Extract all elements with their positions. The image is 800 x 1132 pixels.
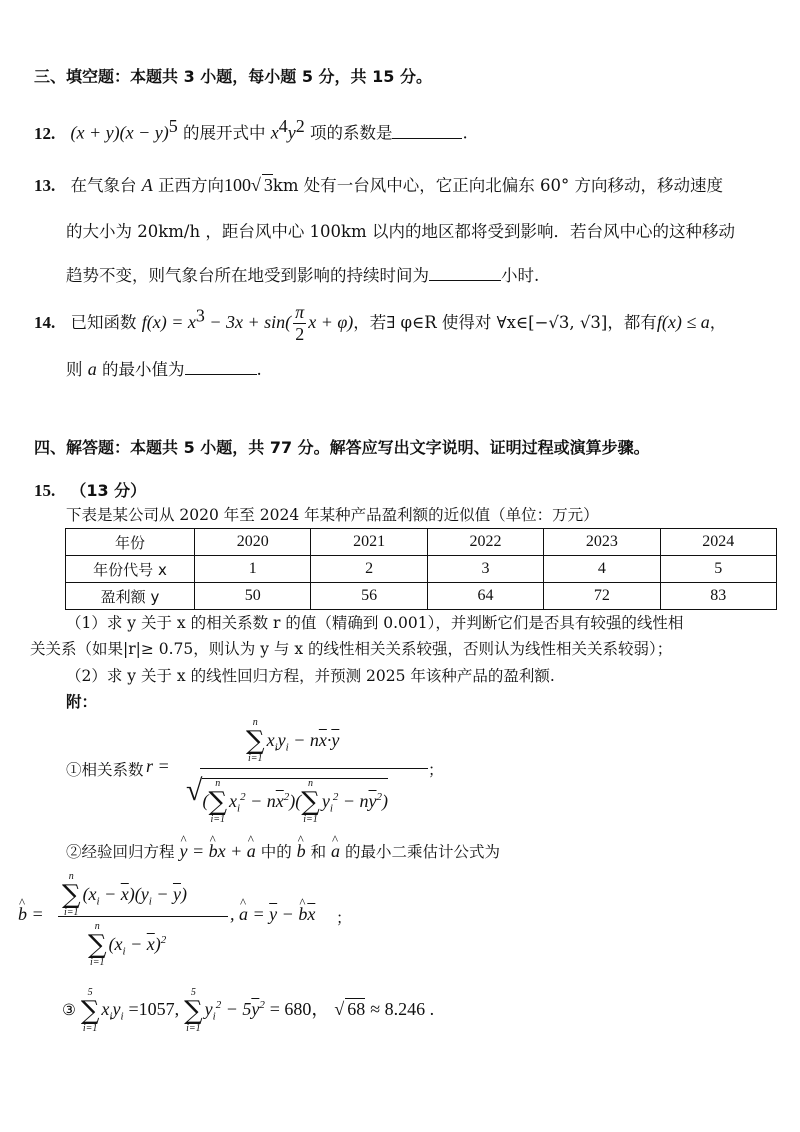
question-14-line-2	[66, 356, 262, 380]
question-15-header	[34, 478, 146, 501]
q12-term-x: x	[270, 122, 279, 143]
q15-score: （13 分）	[70, 481, 147, 500]
q12-period: .	[462, 123, 468, 143]
table-row	[66, 529, 777, 556]
table-cell: 56	[311, 583, 427, 610]
sum-y2-value: = 680，	[269, 999, 330, 1019]
q14-text: 则	[66, 360, 83, 379]
question-13-line-1: 13. 在气象台 A 正西方向100√ 3km 处有一台风中心，它正向北偏东 60° 方向移动，移动速度	[34, 175, 724, 195]
question-number: 15.	[34, 481, 56, 500]
table-row	[66, 556, 777, 583]
formula-denominator: √( n ∑ i=1 $x_i^2 - n\overline{x}^2$)( n ∑ i=1 $y_i^2 - n\overline{y}^2$)	[186, 774, 389, 825]
table-cell: 2020	[195, 529, 311, 556]
answer-blank[interactable]	[185, 360, 257, 375]
formula-r: r =	[146, 756, 170, 776]
table-cell: 64	[427, 583, 543, 610]
q13-text: 正西方向	[158, 176, 224, 195]
question-14-line-1	[34, 302, 726, 345]
table-cell: 3	[427, 556, 543, 583]
formula-label: ①相关系数	[66, 761, 144, 779]
fraction-bar	[200, 768, 428, 769]
q13-text: 趋势不变，则气象台所在地受到影响的持续时间为	[66, 266, 429, 285]
table-cell: 5	[660, 556, 776, 583]
q14-text: ，若∃ φ∈R 使得对 ∀x∈[−√3, √3]，都有	[353, 313, 657, 332]
profit-table	[65, 528, 777, 610]
question-13-line-3	[66, 262, 539, 286]
q13-sqrt: 3	[263, 175, 273, 195]
question-number: 13.	[34, 176, 56, 195]
answer-blank[interactable]	[429, 266, 501, 281]
q12-term-y: y	[287, 122, 296, 143]
table-header-cell: 年份	[66, 529, 195, 556]
table-cell: 2023	[544, 529, 660, 556]
q14-function-rest: − 3x + sin(	[204, 312, 292, 332]
table-cell: 1	[195, 556, 311, 583]
q14-comma: ，	[709, 313, 727, 332]
table-header-cell: 年份代号 x	[66, 556, 195, 583]
pi-over-2: $\frac{\pi}{2}$	[295, 302, 305, 344]
q15-intro: 下表是某公司从 2020 年至 2024 年某种产品盈利额的近似值（单位：万元）	[66, 506, 599, 524]
table-cell: 2022	[427, 529, 543, 556]
q12-expr: (x + y)(x − y)	[70, 122, 169, 143]
section-4-title: 四、解答题：本题共 5 小题，共 77 分。解答应写出文字说明、证明过程或演算步骤。	[34, 438, 650, 457]
table-row	[66, 583, 777, 610]
formula-label: ③	[62, 1001, 76, 1019]
formula-regression: ②经验回归方程 ^ y = ^ bx + ^ a 中的 ^ b 和 ^ a 的最小二乘估计公式为	[66, 840, 500, 862]
formula-text: 和	[310, 843, 327, 861]
q13-text: 在气象台	[70, 176, 137, 195]
section-3-title: 三、填空题：本题共 3 小题，每小题 5 分，共 15 分。	[34, 67, 432, 86]
q13-text: 小时.	[501, 266, 540, 285]
table-cell: 2024	[660, 529, 776, 556]
q14-text: 已知函数	[70, 313, 137, 332]
sum-xy-value: =1057,	[128, 999, 180, 1019]
q14-exp: 3	[195, 305, 205, 326]
q12-exp: 5	[168, 116, 178, 136]
q14-condition: f(x) ≤ a	[656, 312, 710, 332]
formula-least-squares: ^ b = n ∑ i=1 $(x_i - \overline{x})(y_i - \overline{y})$ n ∑ i=1 $(x_i - \overline{x})^2$ , ^ $a = \overline{y}$ − ^ $b\overline{x}$ ；	[18, 872, 438, 972]
q15-part-1-line-2: 关关系（如果|r|≥ 0.75，则认为 y 与 x 的线性相关关系较强，否则认为线性相关关系较弱）；	[30, 640, 673, 658]
formula-semicolon: ；	[336, 909, 352, 927]
q12-exp-y: 2	[295, 116, 305, 136]
formula-denominator: n ∑ i=1 $(x_i - \overline{x})^2$	[88, 921, 167, 968]
q14-function-rest-2: x + φ)	[308, 312, 354, 332]
formula-numerator: n ∑ i=1 $x_iy_i - n\overline{x}\cdot\overline{y}$	[246, 717, 340, 764]
table-cell: 83	[660, 583, 776, 610]
q15-part-1-line-1: （1）求 y 关于 x 的相关系数 r 的值（精确到 0.001），并判断它们是否具有较强的线性相	[66, 614, 684, 632]
q14-a: a	[87, 359, 97, 379]
table-cell: 50	[195, 583, 311, 610]
q14-function: f(x) = x	[141, 312, 196, 332]
table-cell: 2	[311, 556, 427, 583]
table-cell: 2021	[311, 529, 427, 556]
question-number: 12.	[34, 123, 56, 143]
sqrt-value: 68	[347, 999, 366, 1019]
fraction-bar	[58, 916, 228, 917]
formula-given-values: ③ 5 ∑ i=1 $x_iy_i =1057$, 5 ∑ i=1 $y_i^2 - 5\overline{y}^2 = 680$， √ 68 ≈ 8.246 .	[62, 987, 435, 1034]
q13-text: km 处有一台风中心，它正向北偏东 60° 方向移动，移动速度	[272, 176, 724, 195]
formula-text: 的最小二乘估计公式为	[344, 843, 500, 861]
appendix-label: 附：	[66, 693, 98, 711]
formula-text: 中的	[260, 843, 292, 861]
q12-text-2: 项的系数是	[309, 123, 393, 143]
table-header-cell: 盈利额 y	[66, 583, 195, 610]
question-13-line-2: 的大小为 20km/h ，距台风中心 100km 以内的地区都将受到影响．若台风中心的这种移动	[66, 222, 735, 241]
formula-numerator: n ∑ i=1 $(x_i - \overline{x})(y_i - \overline{y})$	[62, 871, 187, 918]
formula-semicolon: ；	[428, 761, 444, 779]
formula-label: ②经验回归方程	[66, 843, 175, 861]
q14-period: .	[256, 360, 262, 379]
sqrt-approx: ≈ 8.246 .	[370, 999, 435, 1019]
table-cell: 72	[544, 583, 660, 610]
q12-exp-x: 4	[278, 116, 288, 136]
answer-blank[interactable]	[392, 124, 462, 139]
q13-point-a: A	[141, 175, 153, 195]
table-cell: 4	[544, 556, 660, 583]
q14-text: 的最小值为	[102, 360, 185, 379]
q12-text: 的展开式中	[182, 123, 266, 143]
question-number: 14.	[34, 313, 56, 332]
q15-part-2: （2）求 y 关于 x 的线性回归方程，并预测 2025 年该种产品的盈利额.	[66, 667, 555, 685]
formula-correlation	[66, 718, 466, 830]
q13-distance: 100	[224, 175, 251, 195]
question-12	[34, 116, 468, 144]
